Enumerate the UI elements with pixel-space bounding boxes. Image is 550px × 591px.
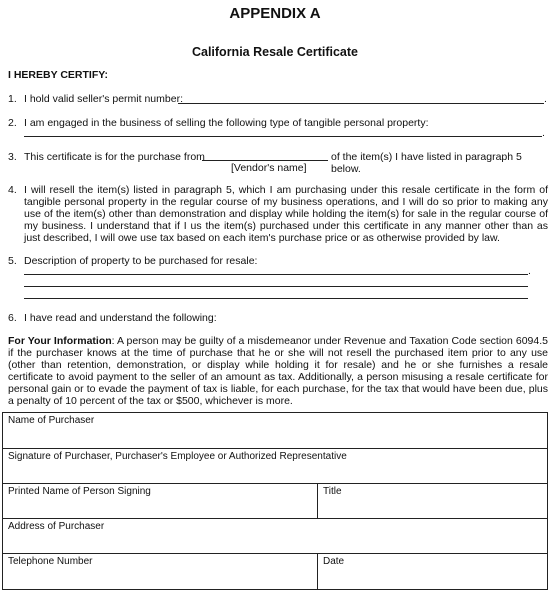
item-6-text: I have read and understand the following: (24, 312, 217, 324)
telephone-label: Telephone Number (8, 556, 93, 567)
fyi-text: : A person may be guilty of a misdemeanor under Revenue and Taxation Code section 6094.5 if the purchaser knows at the time of purchase that he or she will not resell the purchased item prior to any use (other than retention, demonstration, or display while holding it for resale) and he or she furnishes a resale certificate to avoid payment to the seller of an amount as tax. Additionally, a person misusing a resale certificate for personal gain or to evade the payment of tax is liable, for each purchase, for the tax that would have been due, plus a penalty of 10 percent of the tax or $500, whichever is more. (8, 335, 548, 407)
item-2-number: 2. (8, 117, 17, 129)
item-4-number: 4. (8, 184, 17, 196)
item-5-period: . (528, 265, 531, 277)
item-1-number: 1. (8, 93, 17, 105)
vendor-name-caption: [Vendor's name] (231, 162, 307, 174)
item-4-text: I will resell the item(s) listed in paragraph 5, which I am purchasing under this resale certificate in the form of tangible personal property in the regular course of my business operations, and I will do so prior to making any use of the item(s) other than demonstration and display while holding the item(s) for sale in the regular course of my business. I understand that if I us the item(s) purchased under this certificate in any manner other than as just described, I will owe use tax based on each item's purchase price or as otherwise provided by law. (24, 184, 548, 244)
item-1-period: . (544, 93, 547, 105)
sellers-permit-number-field[interactable] (178, 103, 544, 104)
item-5-number: 5. (8, 255, 17, 267)
printed-name-field[interactable] (3, 484, 318, 519)
item-3-number: 3. (8, 151, 17, 163)
date-field[interactable] (318, 554, 548, 590)
description-line-3[interactable] (24, 298, 528, 299)
page-title: APPENDIX A (229, 5, 321, 22)
printed-name-label: Printed Name of Person Signing (8, 486, 151, 497)
description-line-2[interactable] (24, 286, 528, 287)
item-1-text: I hold valid seller's permit number: (24, 93, 183, 105)
property-type-field[interactable] (24, 136, 542, 137)
signature-label: Signature of Purchaser, Purchaser's Employee or Authorized Representative (8, 451, 347, 462)
item-2-text: I am engaged in the business of selling the following type of tangible personal property: (24, 117, 429, 129)
title-field[interactable] (318, 484, 548, 519)
name-of-purchaser-label: Name of Purchaser (8, 415, 95, 426)
signature-field[interactable] (3, 449, 548, 484)
address-field[interactable] (3, 519, 548, 554)
item-3-text-a: This certificate is for the purchase from (24, 151, 205, 163)
name-of-purchaser-field[interactable] (3, 413, 548, 449)
fyi-label: For Your Information (8, 335, 112, 347)
certify-heading: I HEREBY CERTIFY: (8, 69, 108, 81)
telephone-field[interactable] (3, 554, 318, 590)
description-line-1[interactable] (24, 274, 528, 275)
item-2-period: . (542, 127, 545, 139)
item-6-number: 6. (8, 312, 17, 324)
address-label: Address of Purchaser (8, 521, 105, 532)
fyi-paragraph (8, 335, 548, 407)
date-label: Date (323, 556, 345, 567)
item-5-text: Description of property to be purchased for resale: (24, 255, 258, 267)
vendor-name-field[interactable] (202, 160, 328, 161)
document-subtitle: California Resale Certificate (191, 45, 359, 59)
purchaser-info-form (2, 412, 548, 590)
item-3-text-b: of the item(s) I have listed in paragraph 5 below. (331, 151, 522, 175)
title-label: Title (323, 486, 342, 497)
